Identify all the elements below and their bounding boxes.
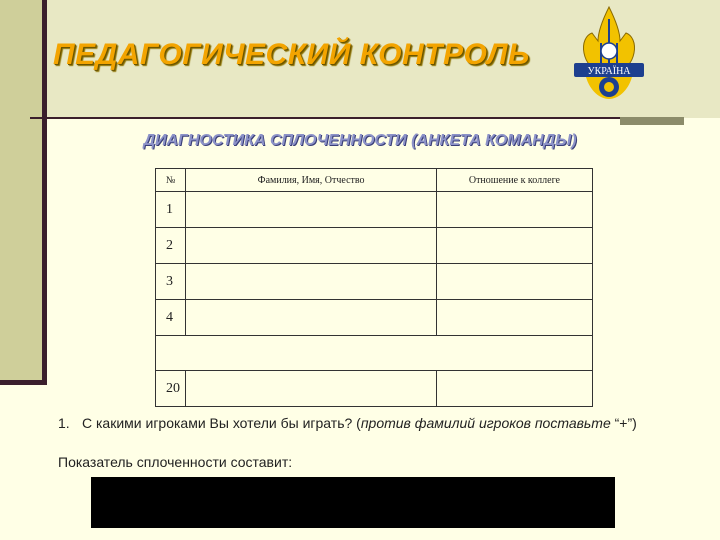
- row-number: 2: [156, 228, 186, 264]
- table-row: [156, 371, 593, 407]
- column-header-number: №: [156, 169, 186, 192]
- row-number: 1: [156, 192, 186, 228]
- section-subtitle: ДИАГНОСТИКА СПЛОЧЕННОСТИ (АНКЕТА КОМАНДЫ): [143, 132, 577, 149]
- header-divider-accent: [620, 117, 684, 125]
- name-cell[interactable]: [186, 300, 436, 336]
- name-cell[interactable]: [186, 371, 436, 407]
- page-title: ПЕДАГОГИЧЕСКИЙ КОНТРОЛЬ: [53, 38, 530, 71]
- table-row: [156, 264, 593, 300]
- team-questionnaire-table: [155, 168, 593, 407]
- ukraine-football-emblem-icon: [572, 3, 646, 101]
- table-header-row: [156, 169, 593, 192]
- row-number: 4: [156, 300, 186, 336]
- row-number: 20: [156, 371, 186, 407]
- cohesion-summary: Показатель сплоченности составит:: [58, 454, 293, 470]
- question-text: [82, 414, 698, 432]
- column-header-name: Фамилия, Имя, Отчество: [186, 169, 436, 192]
- attitude-cell[interactable]: [436, 300, 592, 336]
- question-main: С какими игроками Вы хотели бы играть? (: [82, 415, 361, 431]
- attitude-cell[interactable]: [436, 192, 592, 228]
- attitude-cell[interactable]: [436, 371, 592, 407]
- table-row: [156, 192, 593, 228]
- side-strip-base: [0, 380, 47, 385]
- ellipsis-row: [156, 336, 593, 371]
- question-mark: “+”): [610, 415, 637, 431]
- row-number: 3: [156, 264, 186, 300]
- question-hint: против фамилий игроков поставьте: [360, 415, 611, 431]
- table-row: [156, 228, 593, 264]
- emblem-label: УКРАЇНА: [587, 66, 631, 77]
- header-divider: [30, 117, 620, 119]
- table-row: [156, 300, 593, 336]
- attitude-cell[interactable]: [436, 228, 592, 264]
- attitude-cell[interactable]: [436, 264, 592, 300]
- answer-box: [91, 477, 615, 528]
- table-gap-row: [156, 336, 593, 371]
- name-cell[interactable]: [186, 264, 436, 300]
- name-cell[interactable]: [186, 228, 436, 264]
- column-header-attitude: Отношение к коллеге: [436, 169, 592, 192]
- name-cell[interactable]: [186, 192, 436, 228]
- side-strip: [0, 0, 42, 385]
- question-number: 1.: [58, 415, 70, 431]
- question-item: [58, 414, 698, 432]
